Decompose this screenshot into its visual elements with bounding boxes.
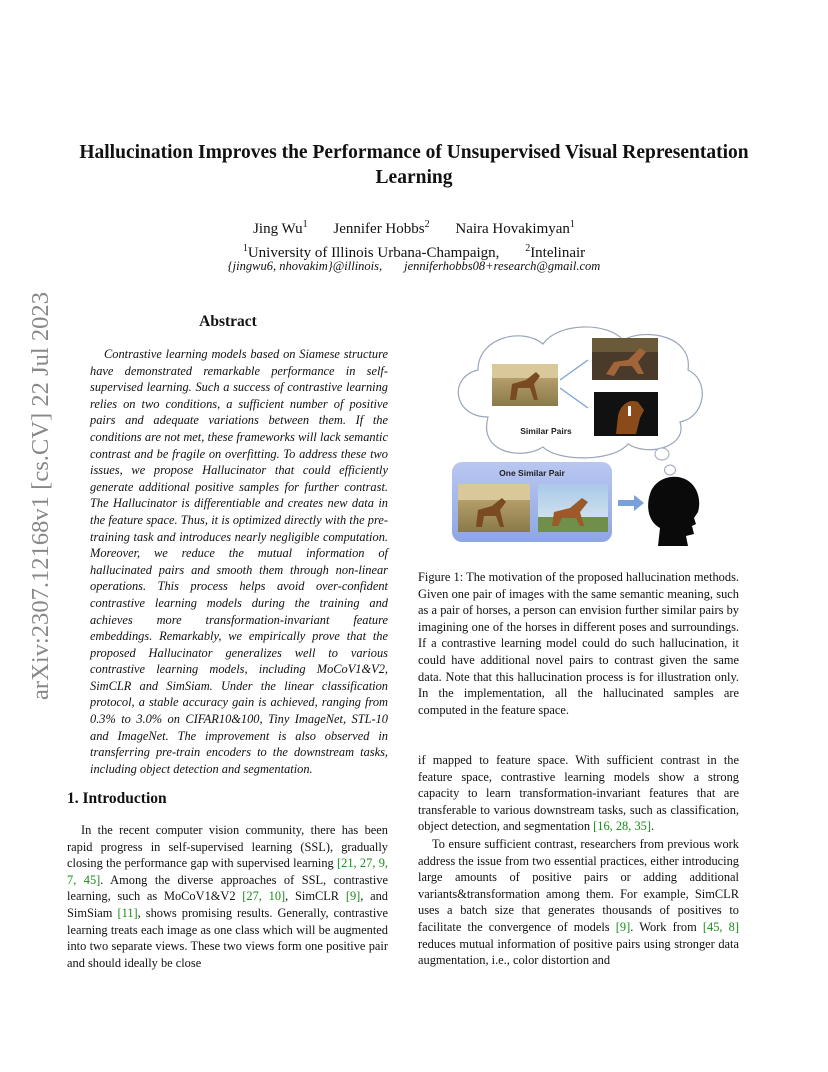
citation-link[interactable]: [11] (117, 905, 138, 920)
body-text: if mapped to feature space. With sufficient contrast in the feature space, contrastive learning models show a strong capacity to learn transformation-invariant features that are transferable to various downstream tasks, such as classification, object detection, and segmentation (418, 753, 739, 834)
intro-paragraph (67, 822, 388, 971)
affiliation-name: Intelinair (530, 245, 586, 261)
horse-image (592, 338, 658, 380)
arrow-to-head (618, 495, 644, 511)
author-name: Jennifer Hobbs (333, 221, 425, 237)
author-sup: 2 (424, 219, 430, 230)
horse-image (458, 484, 530, 532)
affiliation-sup: 1 (242, 243, 248, 254)
human-head-icon (648, 477, 699, 546)
horse-image (538, 484, 608, 532)
author-sup: 1 (569, 219, 575, 230)
author-name: Jing Wu (253, 221, 303, 237)
author-sup: 1 (302, 219, 308, 230)
citation-link[interactable]: [27, 10] (242, 889, 286, 904)
one-pair-label: One Similar Pair (499, 468, 565, 478)
author-block (60, 215, 768, 263)
thought-bubbles (655, 448, 676, 475)
figure-caption: Figure 1: The motivation of the proposed hallucination methods. Given one pair of images with the same semantic meaning, such as a pair of horses, a person can envision further similar pairs by imagining one of the horses in different poses and surroundings. If a contrastive learning model could do such hallucination, it could have additional novel pairs to contrast given the same data. Note that this hallucination process is for illustration only. In the implementation, all the hallucinated samples are computed in the feature space. (418, 570, 739, 717)
abstract-heading: Abstract (199, 313, 257, 330)
citation-link[interactable]: [21, 27, 9, 7, 45] (67, 856, 388, 887)
citation-link[interactable]: [45, 8] (702, 919, 739, 934)
abstract-text: Contrastive learning models based on Siamese structure have demonstrated remarkable performance in self-supervised learning. Such a success of contrastive learning relies on two conditions, a sufficient number of positive pairs and adequate variations between them. If the conditions are not met, these frameworks will lack semantic contrast and be fragile on overfitting. To address these two issues, we propose Hallucinator that could efficiently generate additional positive samples for further contrast. The Hallucinator is differentiable and creates new data in the feature space. Thus, it is optimized directly with the pre-training task and introduces nearly negligible computation. Moreover, we reduce the mutual information of hallucinated pairs and smooth them through non-linear operations. This process helps avoid over-confident contrastive learning models during the training and achieves more transformation-invariant feature embeddings. Remarkably, we empirically prove that the proposed Hallucinator generalizes well to various contrastive learning models, including MoCoV1&V2, SimCLR and SimSiam. Under the linear classification protocol, a stable accuracy gain is achieved, ranging from 0.3% to 3.0% on CIFAR10&100, Tiny ImageNet, STL-10 and ImageNet. The improvement is also observed in transferring pre-train encoders to the downstream tasks, including object detection and segmentation. (90, 347, 388, 776)
citation-link[interactable]: [16, 28, 35] (593, 819, 651, 834)
horse-image (594, 392, 658, 436)
body-text: . (650, 819, 655, 834)
section-heading: 1. Introduction (67, 790, 167, 807)
author-line (60, 215, 768, 239)
arxiv-stamp (10, 290, 60, 710)
body-text: reduces mutual information of positive pairs using stronger data augmentation, i.e., color distortion and (418, 936, 739, 968)
citation-link[interactable]: [9] (345, 889, 361, 904)
author-name: Naira Hovakimyan (455, 221, 570, 237)
body-paragraph (418, 752, 739, 835)
email-2: jenniferhobbs08+research@gmail.com (404, 259, 601, 273)
body-text: . Work from (630, 919, 703, 934)
horse-image (492, 364, 558, 406)
body-paragraph (418, 836, 739, 969)
affiliation-sup: 2 (525, 243, 531, 254)
citation-link[interactable]: [9] (615, 919, 631, 934)
affiliation-name: University of Illinois Urbana-Champaign, (247, 245, 500, 261)
intro-text: , SimCLR (285, 889, 346, 904)
email-1: {jingwu6, nhovakim}@illinois, (227, 259, 383, 273)
figure-1 (448, 322, 708, 552)
body-text: To ensure sufficient contrast, researchers from previous work address the issue from two essential practices, either introducing large amounts of positive pairs or adding additional variants&transformation among them. For example, SimCLR uses a batch size that generates thousands of positives to facilitate the convergence of models (418, 837, 739, 934)
intro-text: In the recent computer vision community, there has been rapid progress in self-supervised learning (SSL), gradually closing the performance gap with supervised learning (67, 823, 388, 871)
arxiv-stamp-text: arXiv:2307.12168v1 [cs.CV] 22 Jul 2023 (28, 301, 54, 700)
paper-title: Hallucination Improves the Performance of Unsupervised Visual Representation Learning (79, 142, 749, 188)
intro-text: , and SimSiam (67, 889, 388, 920)
intro-text: , shows promising results. Generally, contrastive learning treats each image as one class which will be augmented into two separate views. These two views form one positive pair and should ideally be close (67, 905, 388, 970)
intro-text: . Among the diverse approaches of SSL, contrastive learning, such as MoCoV1&V2 (67, 872, 388, 904)
email-line (60, 259, 768, 274)
similar-pairs-label: Similar Pairs (520, 426, 572, 436)
